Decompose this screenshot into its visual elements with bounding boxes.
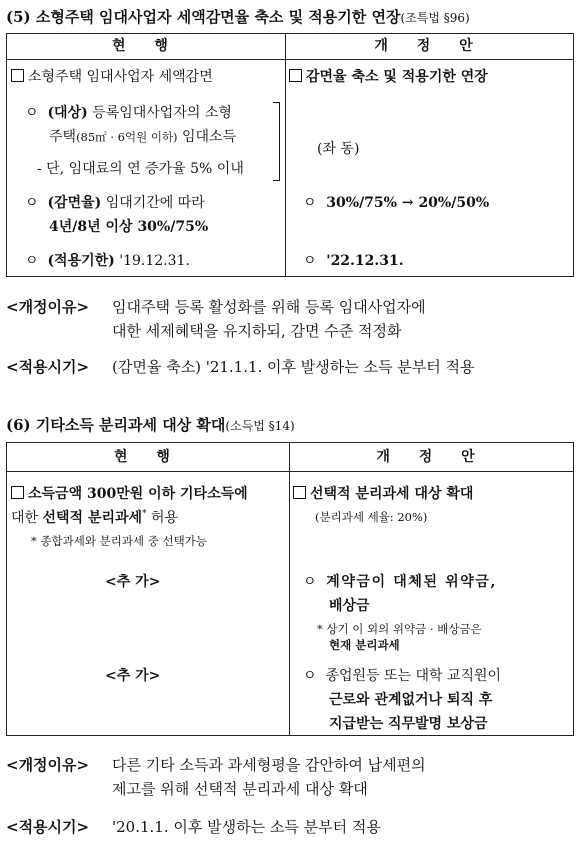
- proposed-rate: ㅇ 30%/75% → 20%/50%: [303, 195, 490, 211]
- current-title: 소득금액 300만원 이하 기타소득에: [11, 483, 248, 503]
- proposed-title: 선택적 분리과세 대상 확대: [293, 483, 473, 503]
- table-header-proposed: 개 정 안: [290, 443, 573, 472]
- section6-reason-text2: 제고를 위해 선택적 분리과세 대상 확대: [112, 780, 368, 798]
- proposed-note2: 현재 분리과세: [329, 638, 400, 652]
- current-condition: - 단, 임대료의 연 증가율 5% 이내: [37, 161, 244, 177]
- section5-apply: <적용시기>: [6, 358, 90, 376]
- current-rate-value: 4년/8년 이상 30%/75%: [49, 219, 209, 235]
- checkbox-icon: [11, 69, 24, 82]
- section5-comparison-table: [6, 33, 574, 277]
- proposed-item1-cont: 배상금: [329, 598, 370, 614]
- proposed-deadline: ㅇ '22.12.31.: [303, 253, 404, 269]
- current-target-cont: 주택(85㎡ · 6억원 이하) 임대소득: [49, 129, 237, 145]
- proposed-item1: ㅇ 계약금이 대체된 위약금,: [303, 574, 497, 590]
- section6-reason-text1: 다른 기타 소득과 과세형평을 감안하여 납세편의: [112, 756, 426, 774]
- section5-apply-text: (감면율 축소) '21.1.1. 이후 발생하는 소득 분부터 적용: [112, 358, 475, 376]
- proposed-item2-cont2: 지급받는 직무발명 보상금: [329, 716, 488, 732]
- table-header-current: 현 행: [7, 34, 286, 60]
- section6-reason: <개정이유>: [6, 756, 90, 774]
- section6-comparison-table: [6, 442, 574, 736]
- section6-apply: <적용시기>: [6, 818, 90, 836]
- checkbox-icon: [289, 69, 302, 82]
- current-title: 소형주택 임대사업자 세액감면: [11, 66, 213, 86]
- proposed-note1: * 상기 이 외의 위약금 · 배상금은: [317, 622, 482, 636]
- current-target: ㅇ (대상) 등록임대사업자의 소형: [25, 105, 232, 121]
- current-rate: ㅇ (감면율) 임대기간에 따라: [25, 195, 205, 211]
- proposed-title: 감면율 축소 및 적용기한 연장: [289, 66, 488, 86]
- current-added-1: <추 가>: [105, 574, 161, 590]
- section6-apply-text: '20.1.1. 이후 발생하는 소득 분부터 적용: [112, 818, 381, 836]
- current-added-2: <추 가>: [105, 668, 161, 684]
- section6-title: (6) 기타소득 분리과세 대상 확대(소득법 §14): [6, 416, 295, 434]
- table-header-proposed: 개 정 안: [286, 34, 573, 60]
- brace-icon: [273, 102, 280, 181]
- current-allow: 대한 선택적 분리과세* 허용: [11, 509, 179, 526]
- section5-reason-text2: 대한 세제혜택을 유지하되, 감면 수준 적정화: [112, 322, 402, 340]
- current-note: * 종합과세와 분리과세 중 선택가능: [31, 534, 207, 548]
- proposed-rate: (분리과세 세율: 20%): [315, 510, 428, 524]
- proposed-item2: ㅇ 종업원등 또는 대학 교직원이: [303, 668, 502, 684]
- table-header-current: 현 행: [7, 443, 290, 472]
- proposed-same: (좌 동): [317, 141, 360, 157]
- section5-reason: <개정이유>: [6, 298, 90, 316]
- current-deadline: ㅇ (적용기한) '19.12.31.: [25, 253, 190, 269]
- proposed-item2-cont: 근로와 관계없거나 퇴직 후: [329, 692, 493, 708]
- section5-title: (5) 소형주택 임대사업자 세액감면율 축소 및 적용기한 연장(조특법 §96): [6, 8, 470, 26]
- checkbox-icon: [11, 486, 24, 499]
- checkbox-icon: [293, 486, 306, 499]
- section5-reason-text1: 임대주택 등록 활성화를 위해 등록 임대사업자에: [112, 298, 426, 316]
